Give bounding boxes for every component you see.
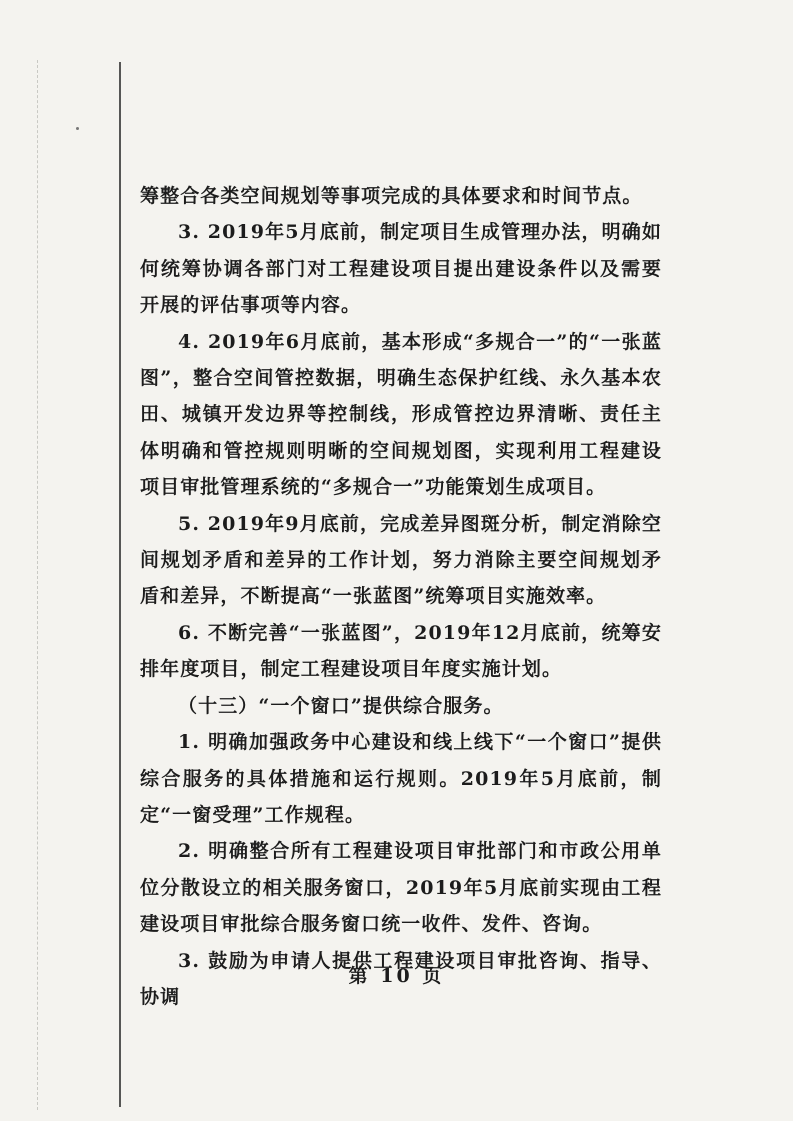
paragraph-item-5: 5. 2019年9月底前，完成差异图斑分析，制定消除空间规划矛盾和差异的工作计划，努力消除主要空间规划矛盾和差异，不断提高“一张蓝图”统筹项目实施效率。 [140,512,662,608]
footer-prefix: 第 [348,965,371,987]
page-number: 10 [380,965,413,987]
page-footer [0,961,793,988]
paragraph-item-3: 3. 2019年5月底前，制定项目生成管理办法，明确如何统筹协调各部门对工程建设项目提出建设条件以及需要开展的评估事项等内容。 [140,221,662,317]
section-heading-13: （十三）“一个窗口”提供综合服务。 [178,694,504,717]
left-margin-guide [37,60,39,1110]
footer-suffix: 页 [422,965,445,987]
paragraph-continuation: 筹整合各类空间规划等事项完成的具体要求和时间节点。 [140,185,643,207]
binding-line [119,62,121,1107]
body-text [140,178,662,1015]
paragraph-window-2: 2. 明确整合所有工程建设项目审批部门和市政公用单位分散设立的相关服务窗口，2019年5月底前实现由工程建设项目审批综合服务窗口统一收件、发件、咨询。 [140,840,662,936]
paragraph-window-1: 1. 明确加强政务中心建设和线上线下“一个窗口”提供综合服务的具体措施和运行规则。2019年5月底前，制定“一窗受理”工作规程。 [140,731,662,826]
paragraph-item-6: 6. 不断完善“一张蓝图”，2019年12月底前，统筹安排年度项目，制定工程建设项目年度实施计划。 [140,621,662,681]
scan-speck [76,127,79,130]
paragraph-window-3: 3. 鼓励为申请人提供工程建设项目审批咨询、指导、协调 [140,949,662,1008]
paragraph-item-4: 4. 2019年6月底前，基本形成“多规合一”的“一张蓝图”，整合空间管控数据，明确生态保护红线、永久基本农田、城镇开发边界等控制线，形成管控边界清晰、责任主体明确和管控规则明晰的空间规划图，实现利用工程建设项目审批管理系统的“多规合一”功能策划生成项目。 [140,330,662,499]
